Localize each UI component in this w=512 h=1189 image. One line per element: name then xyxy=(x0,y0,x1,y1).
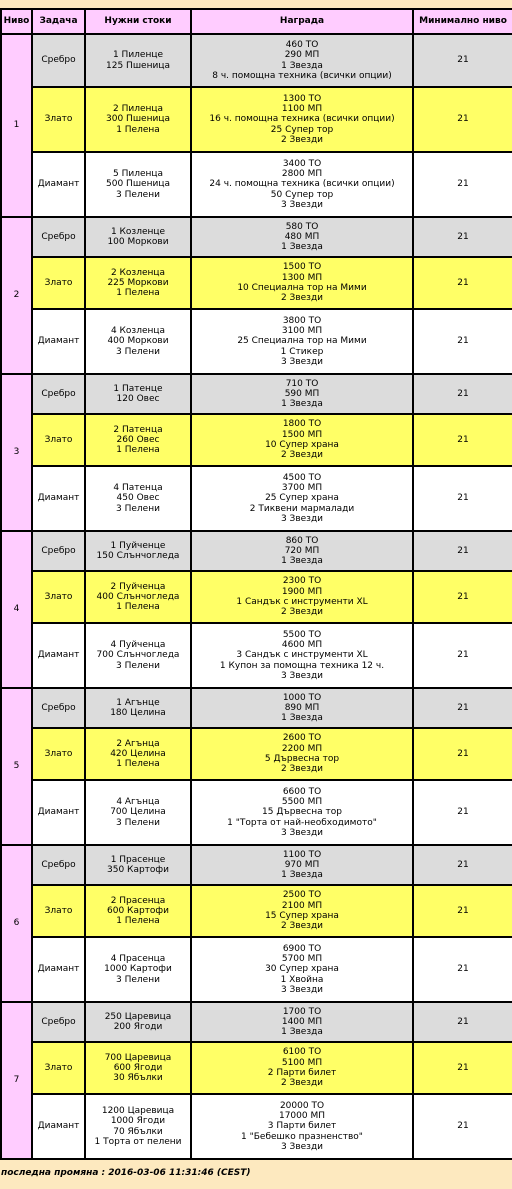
level-cell: 2 xyxy=(1,217,32,374)
reward-cell-line: 3800 ТО xyxy=(282,315,322,326)
goods-cell-line: 1 Пелена xyxy=(116,916,160,927)
reward-cell-line: 1 "Торта от най-необходимото" xyxy=(227,817,377,828)
goods-cell-line: 350 Картофи xyxy=(107,865,169,875)
reward-cell-line: 4600 МП xyxy=(281,640,323,651)
reward-cell-line: 20000 ТО xyxy=(279,1100,325,1111)
table-row xyxy=(1,623,512,688)
reward-cell-line: 3 Звезди xyxy=(280,984,324,995)
reward-cell-line: 1500 МП xyxy=(281,429,323,440)
reward-cell xyxy=(191,1042,413,1094)
reward-cell-line: 24 ч. помощна техника (всички опции) xyxy=(209,179,395,190)
goods-cell xyxy=(85,531,191,571)
reward-cell-line: 30 Супер храна xyxy=(265,964,339,975)
min-level-cell: 21 xyxy=(413,217,512,257)
task-cell: Злато xyxy=(32,571,85,623)
reward-cell-line: 3 Звезди xyxy=(280,199,324,210)
reward-cell-line: 1700 ТО xyxy=(282,1006,322,1017)
reward-cell-line: 2300 ТО xyxy=(282,576,322,587)
goods-cell xyxy=(85,688,191,728)
goods-cell-line: 150 Слънчогледа xyxy=(96,551,180,561)
reward-cell xyxy=(191,1002,413,1042)
goods-cell-line: 3 Пелени xyxy=(116,189,160,200)
last-modified-note: последна промяна : 2016-03-06 11:31:46 (CEST) xyxy=(1,1168,251,1178)
reward-cell-line: 6100 ТО xyxy=(282,1047,322,1058)
table-row xyxy=(1,845,512,885)
min-level-cell: 21 xyxy=(413,937,512,1002)
reward-cell-line: 1100 ТО xyxy=(282,849,322,860)
goods-cell-line: 700 Целина xyxy=(110,807,166,818)
task-cell: Сребро xyxy=(32,1002,85,1042)
reward-cell xyxy=(191,623,413,688)
reward-cell-line: 1 Звезда xyxy=(281,556,323,567)
goods-cell-line: 1 Пелена xyxy=(116,445,160,456)
reward-cell-line: 5500 МП xyxy=(281,797,323,808)
goods-cell-line: 1 Торта от пелени xyxy=(94,1136,182,1147)
task-cell: Сребро xyxy=(32,845,85,885)
min-level-cell: 21 xyxy=(413,1002,512,1042)
reward-cell-line: 3 Звезди xyxy=(280,1141,324,1152)
level-cell: 3 xyxy=(1,374,32,531)
goods-cell-line: 1 Пелена xyxy=(116,124,160,135)
goods-cell-line: 30 Ябълки xyxy=(113,1073,163,1084)
reward-cell-line: 1400 МП xyxy=(281,1016,323,1027)
goods-cell xyxy=(85,414,191,466)
reward-cell-line: 710 ТО xyxy=(285,378,319,389)
task-cell: Диамант xyxy=(32,780,85,845)
reward-cell-line: 17000 МП xyxy=(278,1111,326,1122)
task-cell: Диамант xyxy=(32,309,85,374)
reward-cell-line: 25 Супер храна xyxy=(265,493,339,504)
reward-cell xyxy=(191,688,413,728)
reward-cell xyxy=(191,152,413,217)
reward-cell-line: 3400 ТО xyxy=(282,158,322,169)
reward-cell xyxy=(191,780,413,845)
min-level-cell: 21 xyxy=(413,152,512,217)
task-cell: Злато xyxy=(32,414,85,466)
reward-cell-line: 3100 МП xyxy=(281,326,323,337)
reward-cell-line: 2800 МП xyxy=(281,169,323,180)
goods-cell-line: 70 Ябълки xyxy=(113,1126,163,1137)
goods-cell xyxy=(85,937,191,1002)
reward-cell-line: 970 МП xyxy=(284,859,320,870)
min-level-cell: 21 xyxy=(413,688,512,728)
reward-cell-line: 1900 МП xyxy=(281,586,323,597)
goods-cell-line: 1 Прасенце xyxy=(110,854,166,865)
task-cell: Сребро xyxy=(32,688,85,728)
goods-cell xyxy=(85,34,191,87)
goods-cell-line: 1 Пелена xyxy=(116,288,160,299)
min-level-cell: 21 xyxy=(413,374,512,414)
goods-cell-line: 2 Пуйченца xyxy=(110,581,166,592)
table-row xyxy=(1,1094,512,1159)
reward-cell xyxy=(191,531,413,571)
header-goods: Нужни стоки xyxy=(85,9,191,34)
table-row xyxy=(1,780,512,845)
goods-cell-line: 2 Пиленца xyxy=(112,104,164,115)
reward-cell-line: 890 МП xyxy=(284,702,320,713)
reward-cell-line: 460 ТО xyxy=(285,39,319,50)
quest-rewards-table xyxy=(0,8,512,1160)
reward-cell-line: 580 ТО xyxy=(285,221,319,232)
reward-cell-line: 10 Специална тор на Мими xyxy=(237,283,367,293)
reward-cell xyxy=(191,845,413,885)
reward-cell-line: 720 МП xyxy=(284,545,320,556)
task-cell: Злато xyxy=(32,885,85,937)
goods-cell-line: 3 Пелени xyxy=(116,503,160,514)
table-row xyxy=(1,885,512,937)
goods-cell xyxy=(85,1002,191,1042)
table-row xyxy=(1,217,512,257)
reward-cell-line: 3700 МП xyxy=(281,483,323,494)
reward-cell xyxy=(191,937,413,1002)
reward-cell-line: 4500 ТО xyxy=(282,472,322,483)
reward-cell xyxy=(191,1094,413,1159)
goods-cell-line: 600 Картофи xyxy=(107,905,169,916)
reward-cell-line: 10 Супер храна xyxy=(265,440,339,450)
min-level-cell: 21 xyxy=(413,1042,512,1094)
table-row xyxy=(1,374,512,414)
goods-cell-line: 1 Пиленце xyxy=(112,50,164,61)
goods-cell-line: 400 Моркови xyxy=(107,336,169,347)
reward-cell-line: 15 Супер храна xyxy=(265,911,339,921)
table-row xyxy=(1,466,512,531)
goods-cell-line: 4 Патенца xyxy=(113,483,163,494)
goods-cell-line: 4 Пуйченца xyxy=(110,640,166,651)
goods-cell-line: 100 Моркови xyxy=(107,237,169,247)
reward-cell-line: 1 Сандък с инструменти XL xyxy=(236,597,368,607)
reward-cell-line: 2 Звезди xyxy=(280,764,324,775)
goods-cell-line: 1 Патенце xyxy=(113,383,163,394)
goods-cell-line: 450 Овес xyxy=(116,493,160,504)
goods-cell-line: 120 Овес xyxy=(116,394,160,404)
reward-cell-line: 2600 ТО xyxy=(282,733,322,744)
reward-cell-line: 2100 МП xyxy=(281,900,323,911)
reward-cell-line: 1 Купон за помощна техника 12 ч. xyxy=(219,660,385,671)
goods-cell-line: 4 Агънца xyxy=(116,797,160,808)
table-row xyxy=(1,1042,512,1094)
table-row xyxy=(1,728,512,780)
table-row xyxy=(1,571,512,623)
table-row xyxy=(1,937,512,1002)
reward-cell-line: 860 ТО xyxy=(285,535,319,546)
reward-cell-line: 1300 ТО xyxy=(282,93,322,104)
reward-cell-line: 1100 МП xyxy=(281,104,323,115)
reward-cell-line: 5100 МП xyxy=(281,1057,323,1068)
reward-cell-line: 1 Звезда xyxy=(281,242,323,253)
table-row xyxy=(1,257,512,309)
goods-cell xyxy=(85,87,191,152)
reward-cell xyxy=(191,414,413,466)
task-cell: Злато xyxy=(32,728,85,780)
goods-cell-line: 500 Пшеница xyxy=(106,179,170,190)
task-cell: Диамант xyxy=(32,1094,85,1159)
goods-cell-line: 250 Царевица xyxy=(104,1011,172,1022)
goods-cell xyxy=(85,374,191,414)
reward-cell-line: 6600 ТО xyxy=(282,786,322,797)
reward-cell-line: 5 Дървесна тор xyxy=(264,754,340,764)
goods-cell xyxy=(85,571,191,623)
task-cell: Сребро xyxy=(32,531,85,571)
reward-cell-line: 1 Звезда xyxy=(281,60,323,71)
goods-cell-line: 1000 Картофи xyxy=(104,964,172,975)
level-cell: 7 xyxy=(1,1002,32,1159)
level-cell: 4 xyxy=(1,531,32,688)
reward-cell-line: 1800 ТО xyxy=(282,419,322,430)
goods-cell-line: 1 Козленце xyxy=(110,226,166,237)
min-level-cell: 21 xyxy=(413,257,512,309)
reward-cell-line: 3 Сандък с инструменти XL xyxy=(236,650,368,661)
reward-cell-line: 3 Парти билет xyxy=(267,1121,337,1132)
task-cell: Сребро xyxy=(32,374,85,414)
goods-cell-line: 125 Пшеница xyxy=(106,60,170,71)
reward-cell xyxy=(191,309,413,374)
goods-cell-line: 600 Ягоди xyxy=(113,1062,163,1073)
task-cell: Диамант xyxy=(32,152,85,217)
min-level-cell: 21 xyxy=(413,531,512,571)
reward-cell-line: 5700 МП xyxy=(281,954,323,965)
min-level-cell: 21 xyxy=(413,885,512,937)
table-row xyxy=(1,414,512,466)
table-row xyxy=(1,152,512,217)
goods-cell-line: 3 Пелени xyxy=(116,817,160,828)
reward-cell xyxy=(191,34,413,87)
goods-cell-line: 180 Целина xyxy=(110,708,166,718)
reward-cell-line: 3 Звезди xyxy=(280,356,324,367)
task-cell: Сребро xyxy=(32,217,85,257)
reward-cell-line: 590 МП xyxy=(284,388,320,399)
goods-cell-line: 700 Царевица xyxy=(104,1052,172,1063)
goods-cell xyxy=(85,1094,191,1159)
reward-cell-line: 290 МП xyxy=(284,50,320,61)
goods-cell-line: 200 Ягоди xyxy=(113,1022,163,1032)
goods-cell-line: 1200 Царевица xyxy=(101,1105,175,1116)
min-level-cell: 21 xyxy=(413,309,512,374)
task-cell: Диамант xyxy=(32,937,85,1002)
reward-cell-line: 1 Стикер xyxy=(280,346,324,357)
min-level-cell: 21 xyxy=(413,728,512,780)
min-level-cell: 21 xyxy=(413,780,512,845)
goods-cell-line: 300 Пшеница xyxy=(106,114,170,125)
reward-cell xyxy=(191,885,413,937)
goods-cell-line: 1000 Ягоди xyxy=(110,1116,166,1127)
reward-cell-line: 50 Супер тор xyxy=(270,189,334,200)
reward-cell-line: 1500 ТО xyxy=(282,262,322,273)
reward-cell-line: 1300 МП xyxy=(281,272,323,283)
task-cell: Диамант xyxy=(32,623,85,688)
goods-cell-line: 3 Пелени xyxy=(116,346,160,357)
goods-cell-line: 4 Прасенца xyxy=(110,954,166,965)
table-row xyxy=(1,87,512,152)
goods-cell xyxy=(85,623,191,688)
reward-cell-line: 1 "Бебешко празненство" xyxy=(241,1131,363,1142)
reward-cell-line: 15 Дървесна тор xyxy=(262,807,342,818)
reward-cell-line: 2 Тиквени мармалади xyxy=(249,503,355,514)
goods-cell xyxy=(85,309,191,374)
goods-cell-line: 4 Козленца xyxy=(110,326,166,337)
table-row xyxy=(1,688,512,728)
min-level-cell: 21 xyxy=(413,1094,512,1159)
task-cell: Сребро xyxy=(32,34,85,87)
goods-cell-line: 1 Пелена xyxy=(116,602,160,613)
table-row xyxy=(1,34,512,87)
goods-cell xyxy=(85,257,191,309)
goods-cell-line: 2 Агънца xyxy=(116,738,160,749)
reward-cell xyxy=(191,87,413,152)
reward-cell xyxy=(191,374,413,414)
goods-cell-line: 260 Овес xyxy=(116,434,160,445)
reward-cell-line: 2 Звезди xyxy=(280,293,324,304)
header-reward: Награда xyxy=(191,9,413,34)
goods-cell xyxy=(85,217,191,257)
min-level-cell: 21 xyxy=(413,34,512,87)
reward-cell xyxy=(191,257,413,309)
goods-cell-line: 3 Пелени xyxy=(116,660,160,671)
reward-cell-line: 3 Звезди xyxy=(280,513,324,524)
level-cell: 1 xyxy=(1,34,32,217)
goods-cell xyxy=(85,1042,191,1094)
goods-cell-line: 5 Пиленца xyxy=(112,169,164,180)
table-row xyxy=(1,1002,512,1042)
reward-cell-line: 2200 МП xyxy=(281,743,323,754)
reward-cell-line: 2 Звезди xyxy=(280,1078,324,1089)
reward-cell xyxy=(191,217,413,257)
header-level: Ниво xyxy=(1,9,32,34)
table-row xyxy=(1,531,512,571)
header-min-level: Минимално ниво xyxy=(413,9,512,34)
min-level-cell: 21 xyxy=(413,414,512,466)
reward-cell xyxy=(191,571,413,623)
reward-cell-line: 2500 ТО xyxy=(282,890,322,901)
level-cell: 6 xyxy=(1,845,32,1002)
reward-cell-line: 1 Звезда xyxy=(281,399,323,410)
goods-cell xyxy=(85,466,191,531)
goods-cell xyxy=(85,885,191,937)
reward-cell-line: 5500 ТО xyxy=(282,629,322,640)
min-level-cell: 21 xyxy=(413,623,512,688)
goods-cell-line: 2 Прасенца xyxy=(110,895,166,906)
reward-cell-line: 25 Специална тор на Мими xyxy=(237,336,367,347)
reward-cell-line: 2 Звезди xyxy=(280,134,324,145)
reward-cell xyxy=(191,728,413,780)
reward-cell-line: 6900 ТО xyxy=(282,943,322,954)
table-row xyxy=(1,309,512,374)
task-cell: Злато xyxy=(32,257,85,309)
goods-cell xyxy=(85,845,191,885)
reward-cell-line: 3 Звезди xyxy=(280,670,324,681)
goods-cell xyxy=(85,152,191,217)
reward-cell-line: 16 ч. помощна техника (всички опции) xyxy=(209,114,395,125)
min-level-cell: 21 xyxy=(413,571,512,623)
goods-cell-line: 3 Пелени xyxy=(116,974,160,985)
reward-cell-line: 3 Звезди xyxy=(280,827,324,838)
task-cell: Злато xyxy=(32,87,85,152)
reward-cell-line: 8 ч. помощна техника (всички опции) xyxy=(212,70,392,81)
header-task: Задача xyxy=(32,9,85,34)
goods-cell-line: 1 Пелена xyxy=(116,759,160,770)
goods-cell-line: 400 Слънчогледа xyxy=(96,591,180,602)
reward-cell-line: 2 Звезди xyxy=(280,607,324,618)
task-cell: Злато xyxy=(32,1042,85,1094)
task-cell: Диамант xyxy=(32,466,85,531)
reward-cell-line: 1 Звезда xyxy=(281,870,323,881)
reward-cell-line: 1 Звезда xyxy=(281,1027,323,1038)
reward-cell-line: 1000 ТО xyxy=(282,692,322,703)
goods-cell-line: 1 Агънце xyxy=(116,697,160,708)
goods-cell-line: 700 Слънчогледа xyxy=(96,650,180,661)
reward-cell-line: 2 Звезди xyxy=(280,450,324,461)
reward-cell-line: 1 Звезда xyxy=(281,713,323,724)
reward-cell-line: 2 Звезди xyxy=(280,921,324,932)
level-cell: 5 xyxy=(1,688,32,845)
reward-cell-line: 25 Супер тор xyxy=(270,124,334,135)
min-level-cell: 21 xyxy=(413,845,512,885)
goods-cell-line: 420 Целина xyxy=(110,748,166,759)
goods-cell xyxy=(85,780,191,845)
min-level-cell: 21 xyxy=(413,466,512,531)
goods-cell xyxy=(85,728,191,780)
table-header-row xyxy=(1,9,512,34)
goods-cell-line: 2 Патенца xyxy=(113,424,163,435)
goods-cell-line: 2 Козленца xyxy=(110,267,166,278)
reward-cell-line: 480 МП xyxy=(284,231,320,242)
reward-cell-line: 2 Парти билет xyxy=(267,1068,337,1078)
reward-cell-line: 1 Хвойна xyxy=(280,974,324,985)
min-level-cell: 21 xyxy=(413,87,512,152)
reward-cell xyxy=(191,466,413,531)
goods-cell-line: 1 Пуйченце xyxy=(110,540,166,551)
goods-cell-line: 225 Моркови xyxy=(107,277,169,288)
